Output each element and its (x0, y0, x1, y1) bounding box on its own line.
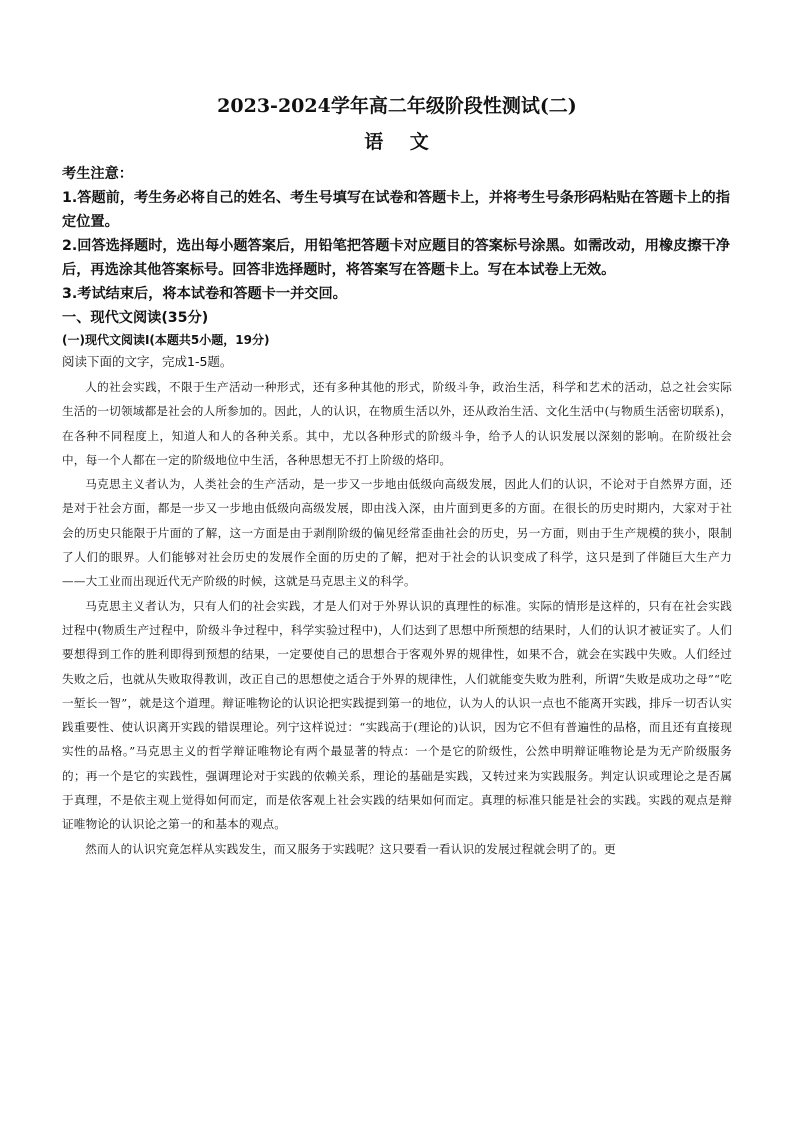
passage-paragraph-1: 人的社会实践，不限于生产活动一种形式，还有多种其他的形式，阶级斗争，政治生活，科学和艺术的活动，总之社会实际生活的一切领域都是社会的人所参加的。因此，人的认识，在物质生活以外，还从政治生活、文化生活中(与物质生活密切联系)，在各种不同程度上，知道人和人的各种关系。其中，尤以各种形式的阶级斗争，给予人的认识发展以深刻的影响。在阶级社会中，每一个人都在一定的阶级地位中生活，各种思想无不打上阶级的烙印。 (62, 380, 732, 467)
reading-instruction: 阅读下面的文字，完成1-5题。 (62, 354, 233, 369)
notice-item-2: 2.回答选择题时，选出每小题答案后，用铅笔把答题卡对应题目的答案标号涂黑。如需改动，用橡皮擦干净后，再选涂其他答案标号。回答非选择题时，将答案写在答题卡上。写在本试卷上无效。 (62, 238, 730, 278)
section-heading: 一、现代文阅读(35分) (62, 310, 209, 326)
exam-title: 2023-2024学年高二年级阶段性测试(二) (217, 95, 577, 117)
notice-heading: 考生注意： (62, 166, 133, 182)
passage-paragraph-4: 然而人的认识究竟怎样从实践发生，而又服务于实践呢？这只要看一看认识的发展过程就会明了的。更 (85, 841, 616, 856)
section-subheading: (一)现代文阅读Ⅰ(本题共5小题，19分) (62, 333, 270, 347)
notice-item-1: 1.答题前，考生务必将自己的姓名、考生号填写在试卷和答题卡上，并将考生号条形码粘贴在答题卡上的指定位置。 (62, 190, 730, 230)
passage-paragraph-2: 马克思主义者认为，人类社会的生产活动，是一步又一步地由低级向高级发展，因此人们的认识，不论对于自然界方面，还是对于社会方面，都是一步又一步地由低级向高级发展，即由浅入深，由片面到更多的方面。在很长的历史时期内，大家对于社会的历史只能限于片面的了解，这一方面是由于剥削阶级的偏见经常歪曲社会的历史，另一方面，则由于生产规模的狭小，限制了人们的眼界。人们能够对社会历史的发展作全面的历史的了解，把对于社会的认识变成了科学，这只是到了伴随巨大生产力——大工业而出现近代无产阶级的时候，这就是马克思主义的科学。 (62, 477, 732, 589)
subject-title: 语 文 (364, 131, 430, 153)
candidate-notice (62, 162, 732, 306)
notice-item-3: 3.考试结束后，将本试卷和答题卡一并交回。 (62, 286, 347, 302)
passage-paragraph-3: 马克思主义者认为，只有人们的社会实践，才是人们对于外界认识的真理性的标准。实际的情形是这样的，只有在社会实践过程中(物质生产过程中，阶级斗争过程中，科学实验过程中)，人们达到了思想中所预想的结果时，人们的认识才被证实了。人们要想得到工作的胜利即得到预想的结果，一定要使自己的思想合于客观外界的规律性，如果不合，就会在实践中失败。人们经过失败之后，也就从失败取得教训，改正自己的思想使之适合于外界的规律性，人们就能变失败为胜利，所谓“失败是成功之母”“吃一堑长一智”，就是这个道理。辩证唯物论的认识论把实践提到第一的地位，认为人的认识一点也不能离开实践，排斥一切否认实践重要性、使认识离开实践的错误理论。列宁这样说过：“实践高于(理论的)认识，因为它不但有普遍性的品格，而且还有直接现实性的品格。”马克思主义的哲学辩证唯物论有两个最显著的特点：一个是它的阶级性，公然申明辩证唯物论是为无产阶级服务的；再一个是它的实践性，强调理论对于实践的依赖关系，理论的基础是实践，又转过来为实践服务。判定认识或理论之是否属于真理，不是依主观上觉得如何而定，而是依客观上社会实践的结果如何而定。真理的标准只能是社会的实践。实践的观点是辩证唯物论的认识论之第一的和基本的观点。 (62, 598, 732, 832)
